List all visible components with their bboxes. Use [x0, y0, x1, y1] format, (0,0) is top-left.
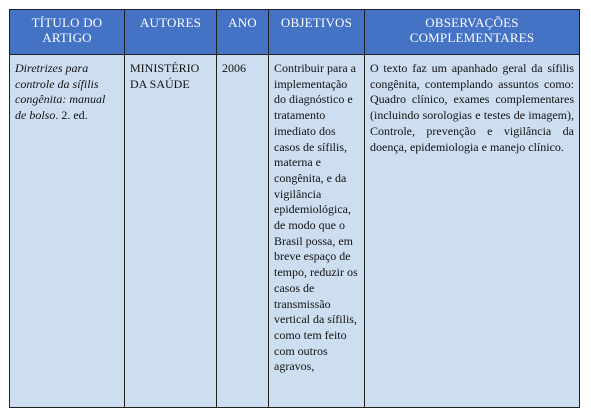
header-observations: OBSERVAÇÕES COMPLEMENTARES	[365, 10, 580, 55]
article-edition: . 2. ed.	[55, 108, 88, 123]
table-row	[10, 55, 580, 408]
header-authors: AUTORES	[125, 10, 217, 55]
cell-year: 2006	[217, 55, 269, 408]
header-article-title: TÍTULO DO ARTIGO	[10, 10, 125, 55]
table-header-row	[10, 10, 580, 55]
header-year: ANO	[217, 10, 269, 55]
literature-review-table	[9, 9, 580, 408]
page-top-edge	[0, 0, 591, 3]
cell-authors: MINISTÉRIO DA SAÚDE	[125, 55, 217, 408]
header-objectives: OBJETIVOS	[269, 10, 365, 55]
article-title-italic: Diretrizes para controle da sífilis congênita: manual de bolso	[15, 61, 106, 123]
cell-observations: O texto faz um apanhado geral da sífilis congênita, contemplando assuntos como: Quadro clínico, exames complementares (incluindo sorologias e testes de imagem), Controle, prevenção e vigilância da doença, epidemiologia e manejo clínico.	[365, 55, 580, 408]
cell-objectives: Contribuir para a implementação do diagnóstico e tratamento imediato dos casos de sífilis, materna e congênita, e da vigilância epidemiológica, de modo que o Brasil possa, em breve espaço de tempo, reduzir os casos de transmissão vertical da sífilis, como tem feito com outros agravos,	[269, 55, 365, 408]
cell-article-title	[10, 55, 125, 408]
